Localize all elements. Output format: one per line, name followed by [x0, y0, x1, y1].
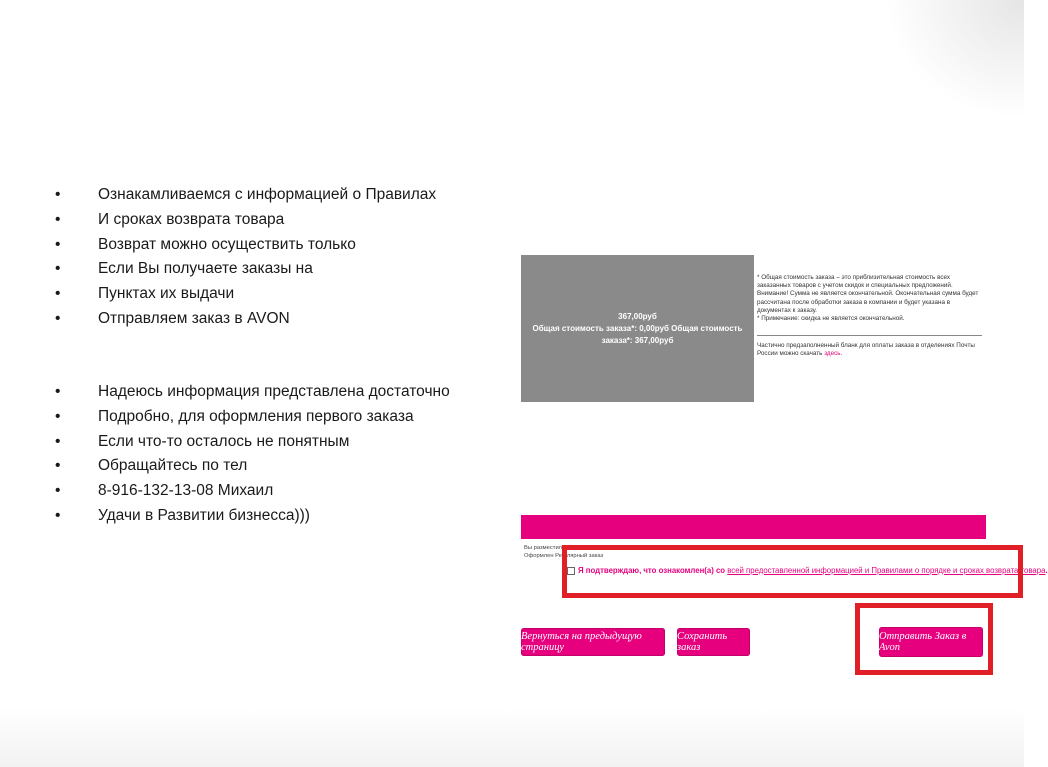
confirm-text: Я подтверждаю, что ознакомлен(а) со [578, 566, 726, 575]
placed-orders-count: Вы разместили 1 заказ(ов) в этой кампании [524, 545, 642, 551]
bullet-dot: • [55, 482, 61, 500]
return-rules-link[interactable]: всей предоставленной информацией и Правилами о порядке и сроках возврата товара [727, 566, 1046, 575]
bullet-text: Если Вы получаете заказы на [98, 260, 313, 278]
bullet-dot: • [55, 186, 61, 203]
bullet-dot: • [55, 235, 61, 253]
bullet-text: Если что-то осталось не понятным [98, 432, 350, 450]
bottom-shadow [0, 707, 1024, 767]
bullet-item [55, 479, 450, 504]
bullet-dot: • [55, 285, 61, 303]
bullet-item [55, 307, 436, 332]
bullet-item [55, 208, 436, 233]
bullet-dot: • [55, 383, 61, 400]
bullet-dot: • [55, 407, 61, 425]
bullet-dot: • [55, 432, 61, 450]
bullet-item [55, 233, 436, 258]
regular-order-note: Оформлен Регулярный заказ [524, 553, 604, 559]
pink-banner [521, 515, 986, 539]
bullet-text: Ознакамливаемся с информацией о Правилах [98, 186, 437, 203]
bullet-text: Пунктах их выдачи [98, 285, 235, 303]
order-total-summary [521, 255, 754, 402]
order-info-panel [757, 274, 982, 359]
download-blank-link[interactable]: здесь [824, 350, 841, 358]
bullet-item [55, 430, 450, 455]
payment-blank-note: Частично предзаполненный бланк для оплаты заказа в отделениях Почты России можно скачать здесь. [757, 342, 975, 358]
bullet-dot: • [55, 457, 61, 475]
save-order-button[interactable]: Сохранить заказ [677, 628, 750, 656]
corner-shadow [884, 0, 1024, 120]
bullet-text: И сроках возврата товара [98, 210, 285, 228]
bullet-item [55, 257, 436, 282]
highlight-frame-confirmation [562, 545, 1023, 598]
bullet-dot: • [55, 309, 61, 327]
send-order-button[interactable]: Отправить Заказ в Avon [879, 627, 983, 657]
divider [757, 335, 982, 336]
discount-note: * Примечание: скидка не является окончательной. [757, 315, 905, 323]
bullet-text: Удачи в Развитии бизнесса))) [98, 506, 310, 524]
bullet-list-top [55, 183, 436, 332]
bullet-item [55, 282, 436, 307]
bullet-item [55, 504, 450, 529]
bullet-text: 8-916-132-13-08 Михаил [98, 482, 274, 500]
bullet-dot: • [55, 506, 61, 524]
total-note: * Общая стоимость заказа – это приблизительная стоимость всех заказанных товаров с учетом скидок и специальных предложений. [757, 274, 953, 290]
bullet-text: Возврат можно осуществить только [98, 235, 356, 253]
bullet-item [55, 405, 450, 430]
bullet-list-bottom [55, 380, 450, 529]
bullet-dot: • [55, 260, 61, 278]
bullet-text: Отправляем заказ в AVON [98, 309, 290, 327]
order-total-line: Общая стоимость заказа*: 0,00руб Общая стоимость заказа*: 367,00руб [532, 323, 743, 345]
bullet-item [55, 183, 436, 208]
bullet-text: Подробно, для оформления первого заказа [98, 407, 414, 425]
bullet-text: Обращайтесь по тел [98, 457, 248, 475]
payment-blank-text: Частично предзаполненный бланк для оплаты заказа в отделениях Почты России можно скачать [757, 342, 975, 358]
bullet-text: Надеюсь информация представлена достаточно [98, 383, 450, 400]
bullet-item [55, 454, 450, 479]
back-to-previous-page-button[interactable]: Вернуться на предыдущую страницу [521, 628, 665, 656]
order-amount: 367,00руб [618, 311, 657, 321]
bullet-dot: • [55, 210, 61, 228]
bullet-item [55, 380, 450, 405]
attention-note: Внимание! Сумма не является окончательной. Окончательная сумма будет рассчитана после обработки заказа в компании и будет указана в документах к заказу. [757, 290, 979, 314]
confirm-suffix: . [1045, 566, 1048, 575]
